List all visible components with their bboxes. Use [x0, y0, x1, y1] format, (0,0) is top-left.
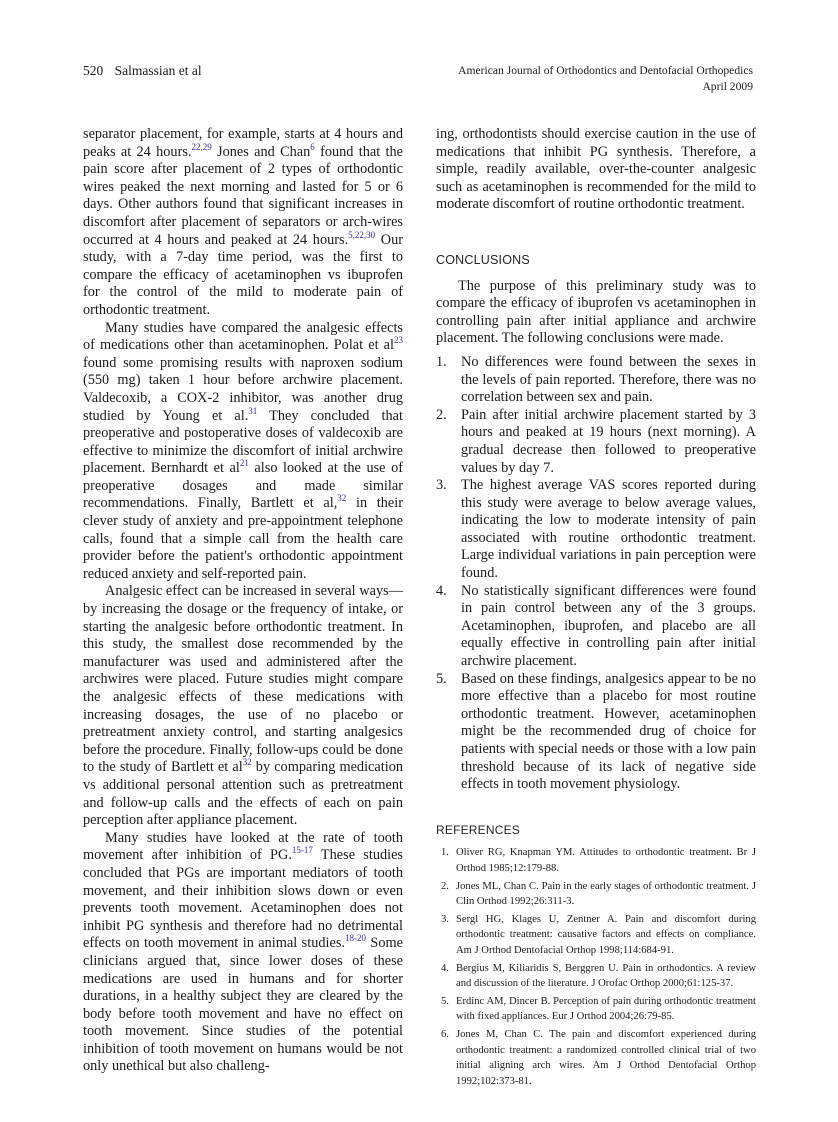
running-header-left — [83, 63, 202, 79]
citation-superscript[interactable]: 31 — [248, 405, 258, 416]
citation-superscript[interactable]: 21 — [239, 458, 249, 469]
running-header-right — [458, 63, 753, 95]
item-number: 2. — [436, 406, 447, 423]
body-paragraph: Many studies have looked at the rate of tooth movement after inhibition of PG.$^{15-17}$ These studies concluded that PGs are important mediators of tooth movement, and their inhibition slows down or even prevents tooth movement. Acetaminophen does not inhibit PG synthesis and therefore had no detrimental effects on tooth movement in animal studies.$^{18-20}$ Some clinicians argued that, since lower doses of these medications are used in humans and for shorter durations, in a healthy subject they are cleared by the body before tooth movement and have no effect on tooth movement. Since studies of the potential inhibition of tooth movement on humans would be not only unethical but also challeng- — [83, 829, 403, 1075]
conclusion-item — [436, 583, 756, 671]
reference-item — [436, 879, 756, 910]
conclusions-heading: CONCLUSIONS — [436, 252, 530, 267]
journal-title: American Journal of Orthodontics and Dentofacial Orthopedics — [458, 64, 753, 77]
references-heading: REFERENCES — [436, 822, 521, 837]
item-text: No differences were found between the sexes in the levels of pain reported. Therefore, there was no correlation between sex and pain. — [461, 353, 756, 406]
ref-text: Sergl HG, Klages U, Zentner A. Pain and discomfort during orthodontic treatment: causative factors and effects on compliance. Am J Orthod Dentofacial Orthop 1998;114:684-91. — [456, 913, 756, 956]
ref-number: 5. — [441, 995, 449, 1007]
ref-text: Jones M, Chan C. The pain and discomfort experienced during orthodontic treatment: a randomized controlled clinical trial of two initial aligning arch wires. Am J Orthod Dentofacial Orthop 1992;102:373-81. — [456, 1028, 756, 1087]
references-list — [436, 845, 756, 1089]
ref-number: 3. — [441, 913, 449, 925]
citation-superscript[interactable]: 15-17 — [291, 845, 313, 856]
page-number: 520 — [83, 63, 104, 78]
conclusion-item — [436, 407, 756, 477]
item-text: The highest average VAS scores reported during this study were average to below average values, indicating the low to moderate intensity of pain associated with routine orthodontic treatment. Large individual variations in pain perception were found. — [461, 477, 756, 582]
citation-superscript[interactable]: 22,29 — [191, 141, 212, 152]
ref-number: 1. — [441, 847, 449, 859]
reference-item — [436, 1027, 756, 1089]
ref-number: 2. — [441, 880, 449, 892]
reference-item — [436, 845, 756, 876]
conclusion-item — [436, 354, 756, 407]
item-number: 4. — [436, 582, 447, 599]
right-column — [436, 126, 756, 1091]
body-paragraph: separator placement, for example, starts at 4 hours and peaks at 24 hours.$^{22,29}$ Jones and Chan$^6$ found that the pain score after placement of 2 types of orthodontic wires peaked the next morning and lasted for 5 or 6 days. Other authors found that significant increases in discomfort after placement of separators or arch-wires occurred at 4 hours and peaked at 24 hours.$^{5,22,30}$ Our study, with a 7-day time period, was the first to compare the efficacy of acetaminophen vs ibuprofen for the control of the mild to moderate pain of orthodontic treatment. — [83, 126, 403, 318]
conclusions-intro: The purpose of this preliminary study was to compare the efficacy of ibuprofen vs acetaminophen in controlling pain after initial appliance and archwire placement. The following conclusions were made. — [436, 277, 756, 347]
citation-superscript[interactable]: 6 — [310, 141, 315, 152]
reference-item — [436, 994, 756, 1025]
ref-text: Erdinc AM, Dincer B. Perception of pain during orthodontic treatment with fixed appliances. Eur J Orthod 2004;26:79-85. — [456, 995, 756, 1023]
citation-superscript[interactable]: 23 — [394, 335, 403, 346]
reference-item — [436, 961, 756, 992]
citation-superscript[interactable]: 32 — [337, 493, 347, 504]
body-paragraph: Many studies have compared the analgesic effects of medications other than acetaminophen. Polat et $al^{23}$ found some promising results with naproxen sodium (550 mg) taken 1 hour before archwire placement. Valdecoxib, a COX-2 inhibitor, was another drug studied by Young et al.$^{31}$ They concluded that preoperative and postoperative doses of valdecoxib are effective to minimize the discomfort of initial archwire placement. Bernhardt et $al^{21}$ also looked at the use of preoperative dosages and made similar recommendations. Finally, Bartlett et al,$^{32}$ in their clever study of anxiety and pre-appointment telephone calls, found that a simple call from the health care provider before the patient's orthodontic appointment reduced anxiety and self-reported pain. — [83, 319, 404, 582]
ref-number: 4. — [441, 962, 449, 974]
running-author: Salmassian et al — [114, 63, 202, 78]
conclusion-item — [436, 477, 756, 583]
item-number: 5. — [436, 670, 447, 687]
citation-superscript[interactable]: 32 — [242, 757, 252, 768]
ref-text: Jones ML, Chan C. Pain in the early stages of orthodontic treatment. J Clin Orthod 1992;26:311-3. — [456, 880, 756, 908]
item-number: 3. — [436, 477, 447, 494]
issue-date: April 2009 — [702, 80, 753, 93]
citation-superscript[interactable]: 18-20 — [344, 933, 366, 944]
left-column — [83, 126, 403, 1076]
conclusions-list — [436, 354, 756, 794]
item-number: 1. — [436, 353, 447, 370]
ref-text: Bergius M, Kiliaridis S, Berggren U. Pain in orthodontics. A review and discussion of the literature. J Orofac Orthop 2000;61:125-37. — [456, 962, 756, 990]
conclusion-item — [436, 671, 756, 794]
item-text: No statistically significant differences were found in pain control between any of the 3 groups. Acetaminophen, ibuprofen, and placebo are all equally effective in controlling pain after initial archwire placement. — [461, 582, 756, 670]
citation-superscript[interactable]: 5,22,30 — [348, 229, 376, 240]
item-text: Based on these findings, analgesics appear to be no more effective than a placebo for most routine orthodontic treatment. However, acetaminophen might be the recommended drug of choice for patients with special needs or those with a low pain threshold because of its lack of negative side effects in tooth movement physiology. — [461, 670, 756, 793]
ref-number: 6. — [441, 1028, 449, 1040]
body-paragraph: Analgesic effect can be increased in several ways—by increasing the dosage or the frequency of intake, or starting the analgesic before orthodontic treatment. In this study, the smallest dose recommended by the manufacturer was used and administered after the archwires were placed. Future studies might compare the analgesic effects of these medications with increasing dosages, the use of no placebo or pretreatment anxiety control, and starting analgesics before the procedure. Finally, follow-ups could be done to the study of Bartlett et $al^{32}$ by comparing medication vs additional personal attention such as pretreatment and follow-up calls and the effects of each on pain perception after appliance placement. — [83, 583, 403, 829]
continued-paragraph: ing, orthodontists should exercise caution in the use of medications that inhibit PG synthesis. Therefore, a simple, readily available, over-the-counter analgesic such as acetaminophen is recommended for the mild to moderate discomfort of routine orthodontic treatment. — [436, 126, 756, 213]
reference-item — [436, 912, 756, 959]
item-text: Pain after initial archwire placement started by 3 hours and peaked at 19 hours (next morning). A gradual decrease then followed to preoperative values by day 7. — [461, 406, 756, 476]
ref-text: Oliver RG, Knapman YM. Attitudes to orthodontic treatment. Br J Orthod 1985;12:179-88. — [456, 847, 756, 874]
